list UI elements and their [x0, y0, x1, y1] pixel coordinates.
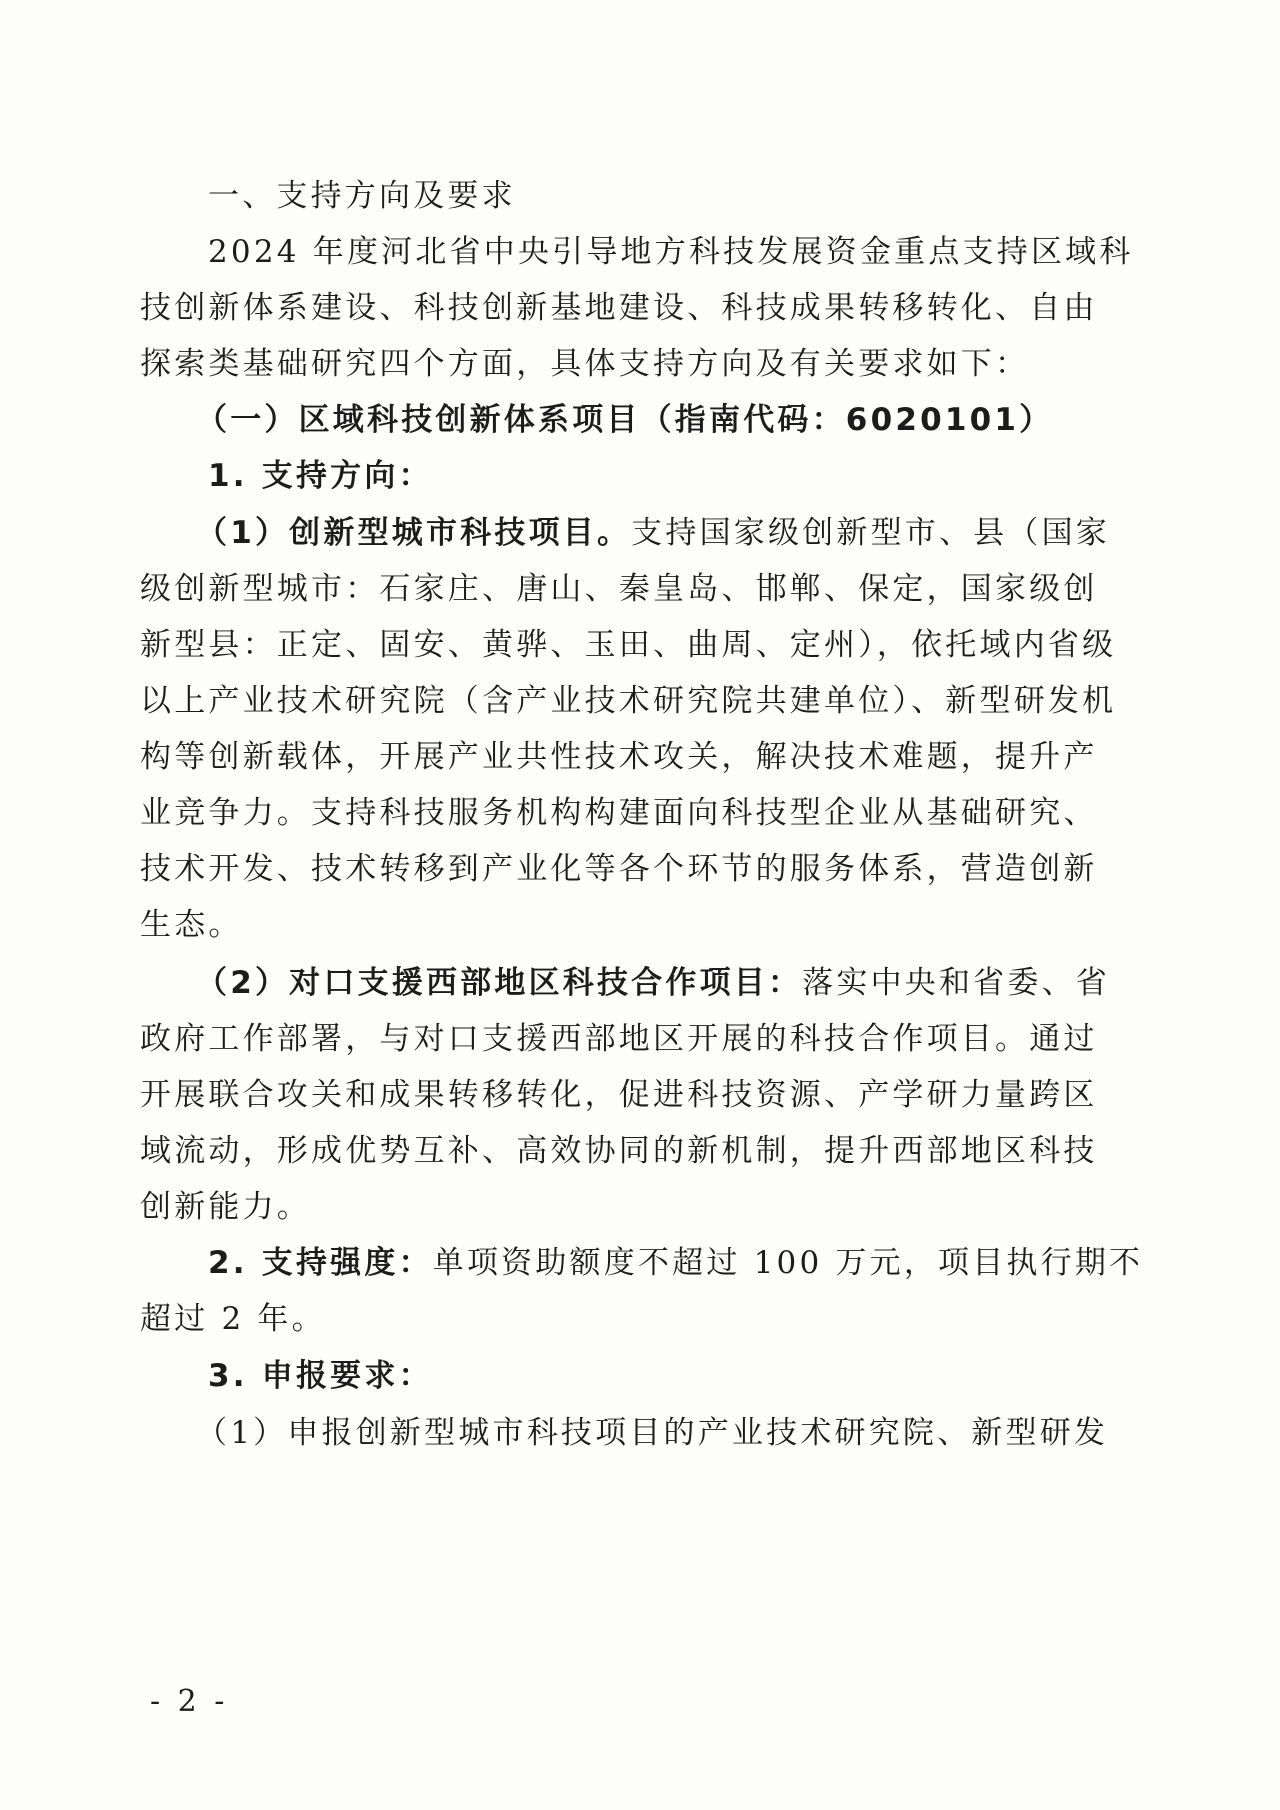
item-1-line-1 [196, 513, 1113, 553]
item-1-text: 支持国家级创新型市、县（国家 [631, 515, 1110, 551]
section-heading: 一、支持方向及要求 [208, 178, 516, 214]
item-1-line-3: 新型县：正定、固安、黄骅、玉田、曲周、定州），依托域内省级 [140, 627, 1117, 663]
subsection-title: （一）区域科技创新体系项目（指南代码：6020101） [196, 402, 1054, 438]
item-2-line-4: 域流动，形成优势互补、高效协同的新机制，提升西部地区科技 [140, 1133, 1098, 1169]
item-2-text: 落实中央和省委、省 [802, 965, 1110, 1001]
item-2-line-2: 政府工作部署，与对口支援西部地区开展的科技合作项目。通过 [140, 1021, 1098, 1057]
support-intensity-text: 单项资助额度不超过 100 万元，项目执行期不 [432, 1245, 1144, 1281]
item-1-title: （1）创新型城市科技项目。 [196, 515, 632, 551]
item-1-line-5: 构等创新载体，开展产业共性技术攻关，解决技术难题，提升产 [140, 739, 1098, 775]
item-1-line-2: 级创新型城市：石家庄、唐山、秦皇岛、邯郸、保定，国家级创 [140, 571, 1098, 607]
page-number: - 2 - [150, 1684, 229, 1719]
item-2-line-5: 创新能力。 [140, 1189, 311, 1225]
item-2-line-3: 开展联合攻关和成果转移转化，促进科技资源、产学研力量跨区 [140, 1077, 1098, 1113]
intro-line-1: 2024 年度河北省中央引导地方科技发展资金重点支持区域科 [208, 234, 1134, 270]
support-intensity-line-1 [208, 1243, 1144, 1283]
item-2-line-1 [196, 963, 1113, 1003]
support-intensity-label: 2. 支持强度： [208, 1245, 433, 1281]
item-1-line-8: 生态。 [140, 907, 243, 943]
support-intensity-line-2: 超过 2 年。 [140, 1301, 326, 1337]
intro-line-3: 探索类基础研究四个方面，具体支持方向及有关要求如下： [140, 346, 1030, 382]
support-direction-label: 1. 支持方向： [208, 458, 433, 494]
item-1-line-7: 技术开发、技术转移到产业化等各个环节的服务体系，营造创新 [140, 851, 1098, 887]
item-1-line-4: 以上产业技术研究院（含产业技术研究院共建单位）、新型研发机 [140, 683, 1117, 719]
item-2-title: （2）对口支援西部地区科技合作项目： [196, 965, 803, 1001]
intro-line-2: 技创新体系建设、科技创新基地建设、科技成果转移转化、自由 [140, 290, 1098, 326]
application-item-1-line-1: （1）申报创新型城市科技项目的产业技术研究院、新型研发 [196, 1415, 1109, 1451]
item-1-line-6: 业竞争力。支持科技服务机构构建面向科技型企业从基础研究、 [140, 795, 1098, 831]
application-requirements-label: 3. 申报要求： [208, 1358, 433, 1394]
